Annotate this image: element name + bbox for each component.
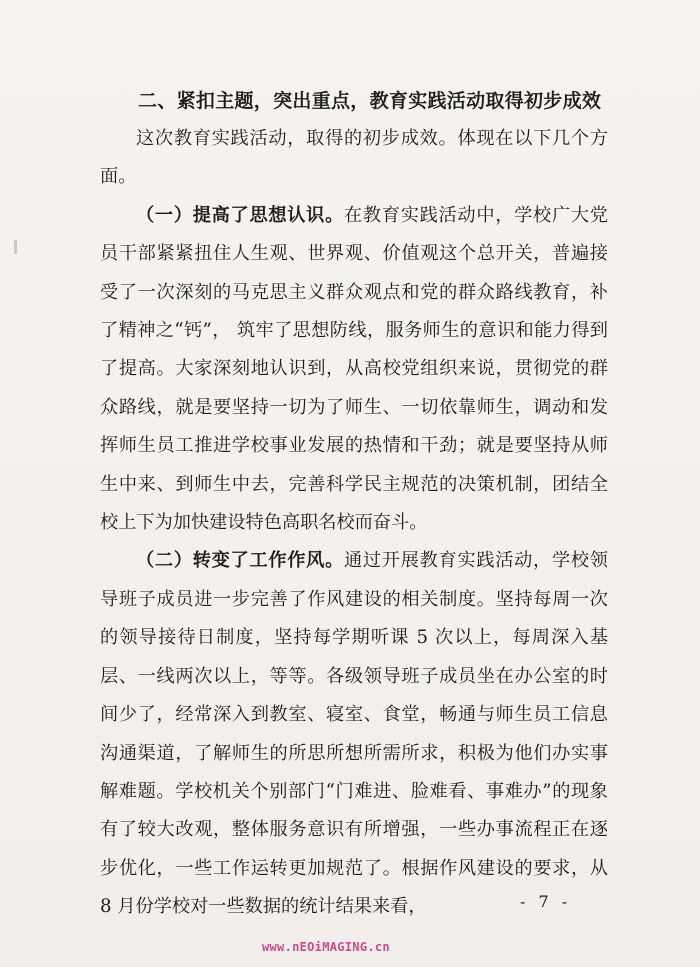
paragraph-thought-awareness: [100, 197, 608, 543]
paragraph-text: 通过开展教育实践活动，学校领导班子成员进一步完善了作风建设的相关制度。坚持每周一次的领导接待日制度，坚持每学期听课 5 次以上，每周深入基层、一线两次以上，等等。各级领导班子成员坐在办公室的时间少了，经常深入到教室、寝室、食堂，畅通与师生员工信息沟通渠道，了解师生的所思所想所需所求，积极为他们办实事解难题。学校机关个别部门“门难进、脸难看、事难办”的现象有了较大改观，整体服务意识有所增强，一些办事流程正在逐步优化，一些工作运转更加规范了。根据作风建设的要求，从 8 月份学校对一些数据的统计结果来看，: [100, 550, 608, 918]
intro-paragraph: 这次教育实践活动，取得的初步成效。体现在以下几个方面。: [100, 128, 608, 188]
scan-edge-mark: [14, 240, 17, 254]
document-body: [100, 82, 608, 927]
paragraph-work-style: [100, 542, 608, 926]
subheading-work-style: （二）转变了工作作风。: [136, 550, 344, 572]
subheading-thought-awareness: （一）提高了思想认识。: [136, 204, 344, 226]
paragraph-text: 在教育实践活动中，学校广大党员干部紧紧扭住人生观、世界观、价值观这个总开关，普遍接受了一次深刻的马克思主义群众观点和党的群众路线教育，补了精神之“钙”， 筑牢了思想防线，服务师生的意识和能力得到了提高。大家深刻地认识到，从高校党组织来说，贯彻党的群众路线，就是要坚持一切为了师生、一切依靠师生，调动和发挥师生员工推进学校事业发展的热情和干劲；就是要坚持从师生中来、到师生中去，完善科学民主规范的决策机制，团结全校上下为加快建设特色高职名校而奋斗。: [100, 204, 608, 534]
section-heading: 二、紧扣主题，突出重点，教育实践活动取得初步成效: [138, 90, 602, 112]
page-number: - 7 -: [520, 892, 572, 911]
watermark-text: www.nEOiMAGING.cn: [262, 940, 390, 954]
